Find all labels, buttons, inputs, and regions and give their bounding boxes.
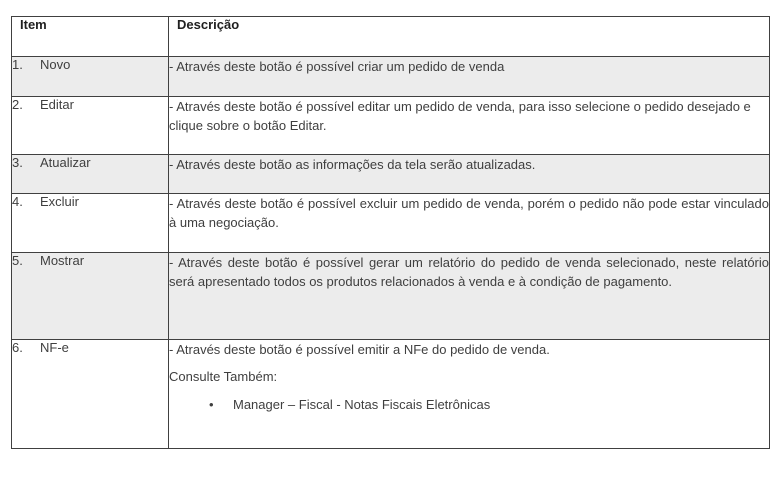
see-also-link[interactable]: Manager – Fiscal - Notas Fiscais Eletrônicas	[233, 397, 491, 412]
header-description: Descrição	[169, 17, 770, 57]
item-number: 2.	[12, 97, 23, 112]
see-also-label: Consulte Também:	[169, 369, 278, 384]
description-cell: - Através deste botão é possível excluir um pedido de venda, porém o pedido não pode estar vinculado à uma negociação.	[169, 194, 770, 253]
item-label: Mostrar	[40, 253, 85, 268]
item-number: 4.	[12, 194, 23, 209]
item-label: NF-e	[40, 340, 69, 355]
header-row	[12, 17, 770, 57]
item-cell	[12, 155, 169, 194]
description-cell: - Através deste botão as informações da tela serão atualizadas.	[169, 155, 770, 194]
table-row	[12, 253, 770, 340]
table-row	[12, 155, 770, 194]
header-item: Item	[12, 17, 169, 57]
item-label: Novo	[40, 57, 71, 72]
description-cell: - Através deste botão é possível editar um pedido de venda, para isso selecione o pedido desejado e clique sobre o botão Editar.	[169, 97, 770, 155]
item-number: 5.	[12, 253, 23, 268]
item-number: 3.	[12, 155, 23, 170]
item-cell	[12, 194, 169, 253]
description-text: - Através deste botão é possível emitir a NFe do pedido de venda.	[169, 342, 550, 357]
item-cell	[12, 97, 169, 155]
item-label: Excluir	[40, 194, 80, 209]
items-table	[11, 16, 770, 449]
item-label: Editar	[40, 97, 74, 112]
see-also-item	[169, 395, 769, 414]
description-cell: - Através deste botão é possível criar um pedido de venda	[169, 57, 770, 97]
description-cell: - Através deste botão é possível gerar um relatório do pedido de venda selecionado, neste relatório será apresentado todos os produtos relacionados à venda e à condição de pagamento.	[169, 253, 770, 340]
table-row	[12, 340, 770, 449]
bullet-icon: •	[209, 397, 214, 412]
table-row	[12, 57, 770, 97]
item-cell	[12, 340, 169, 449]
table-row	[12, 194, 770, 253]
item-cell	[12, 57, 169, 97]
item-number: 1.	[12, 57, 23, 72]
item-label: Atualizar	[40, 155, 91, 170]
item-cell	[12, 253, 169, 340]
table-row	[12, 97, 770, 155]
description-cell	[169, 340, 770, 449]
item-number: 6.	[12, 340, 23, 355]
